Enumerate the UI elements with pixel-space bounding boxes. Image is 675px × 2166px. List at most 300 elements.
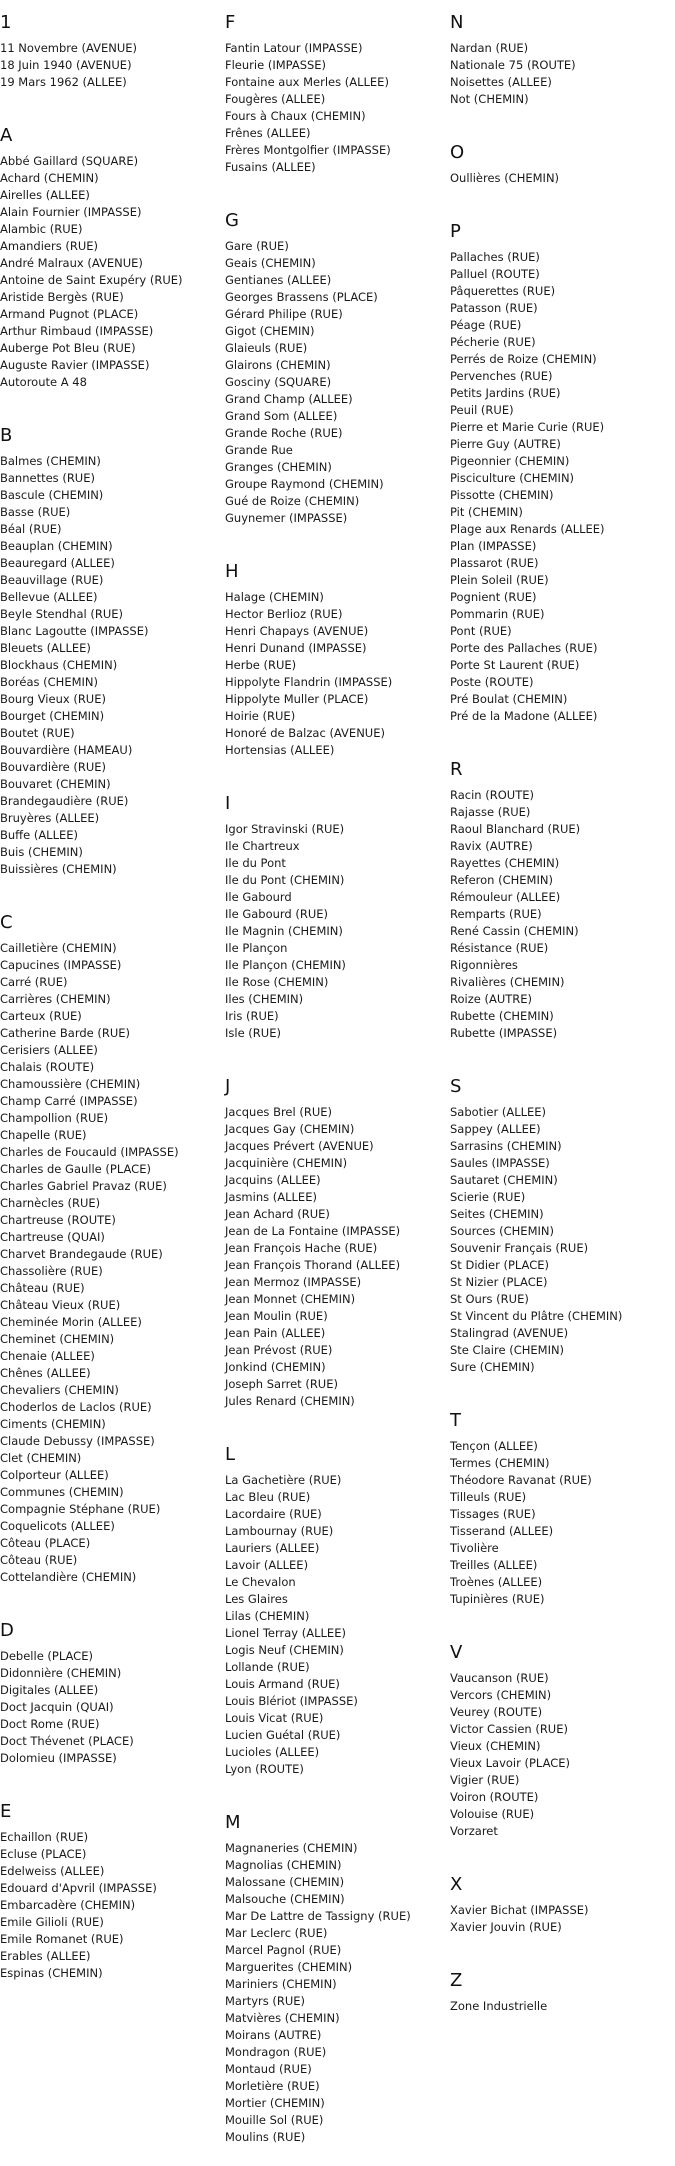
street-name: Brandegaudière (RUE) [0, 794, 129, 808]
street-name: Pré Boulat (CHEMIN) [450, 692, 568, 706]
street-name: Saules (IMPASSE) [450, 1156, 550, 1170]
street-name: Beauvillage (RUE) [0, 573, 104, 587]
street-name: Autoroute A 48 [0, 375, 87, 389]
street-name: 11 Novembre (AVENUE) [0, 41, 138, 55]
letter-section [0, 12, 228, 111]
street-name: Fours à Chaux (CHEMIN) [225, 109, 366, 123]
street-list [225, 1472, 453, 1778]
street-name: Tivolière [450, 1541, 499, 1555]
street-name: Ile du Pont [225, 856, 286, 870]
street-name: Edouard d'Apvril (IMPASSE) [0, 1881, 157, 1895]
street-name: 18 Juin 1940 (AVENUE) [0, 58, 132, 72]
street-name: Jean Mermoz (IMPASSE) [225, 1275, 362, 1289]
street-name: Gare (RUE) [225, 239, 289, 253]
street-list [0, 940, 228, 1586]
street-list [450, 1438, 675, 1608]
street-name: Bouvardière (HAMEAU) [0, 743, 133, 757]
street-name: Palluel (ROUTE) [450, 267, 540, 281]
street-name: Oullières (CHEMIN) [450, 171, 560, 185]
street-list [225, 1840, 453, 2146]
street-name: Cheminée Morin (ALLEE) [0, 1315, 142, 1329]
street-name: Sabotier (ALLEE) [450, 1105, 547, 1119]
street-name: Buis (CHEMIN) [0, 845, 83, 859]
street-name: Sautaret (CHEMIN) [450, 1173, 558, 1187]
street-name: Magnolias (CHEMIN) [225, 1858, 342, 1872]
section-letter-heading: T [450, 1410, 461, 1431]
street-name: Fougères (ALLEE) [225, 92, 326, 106]
street-list [450, 170, 675, 187]
street-name: Bourget (CHEMIN) [0, 709, 105, 723]
street-name: Ile Rose (CHEMIN) [225, 975, 329, 989]
letter-section [225, 1076, 453, 1430]
street-name: Nationale 75 (ROUTE) [450, 58, 576, 72]
street-name: Fontaine aux Merles (ALLEE) [225, 75, 389, 89]
street-name: Zone Industrielle [450, 1999, 548, 2013]
street-name: Vieux Lavoir (PLACE) [450, 1756, 571, 1770]
street-name: Moulins (RUE) [225, 2130, 306, 2144]
street-name: Rubette (IMPASSE) [450, 1026, 558, 1040]
section-letter-heading: L [225, 1444, 236, 1465]
street-name: Referon (CHEMIN) [450, 873, 553, 887]
street-name: Plan (IMPASSE) [450, 539, 537, 553]
street-name: Stalingrad (AVENUE) [450, 1326, 569, 1340]
street-name: Mariniers (CHEMIN) [225, 1977, 337, 1991]
section-letter-heading: H [225, 561, 239, 582]
street-name: Jean Monnet (CHEMIN) [225, 1292, 356, 1306]
street-name: Not (CHEMIN) [450, 92, 529, 106]
letter-section [450, 1970, 675, 2035]
street-name: Charles de Foucauld (IMPASSE) [0, 1145, 179, 1159]
street-name: St Vincent du Plâtre (CHEMIN) [450, 1309, 623, 1323]
street-name: St Ours (RUE) [450, 1292, 529, 1306]
street-name: Jean Achard (RUE) [225, 1207, 330, 1221]
street-name: La Gachetière (RUE) [225, 1473, 342, 1487]
street-name: Sure (CHEMIN) [450, 1360, 535, 1374]
section-letter-heading: C [0, 912, 13, 933]
street-name: Gué de Roize (CHEMIN) [225, 494, 360, 508]
street-name: Granges (CHEMIN) [225, 460, 332, 474]
street-name: Pisciculture (CHEMIN) [450, 471, 575, 485]
street-name: Balmes (CHEMIN) [0, 454, 101, 468]
street-name: Herbe (RUE) [225, 658, 297, 672]
street-name: Hippolyte Flandrin (IMPASSE) [225, 675, 393, 689]
street-list [225, 821, 453, 1042]
street-name: Voiron (ROUTE) [450, 1790, 539, 1804]
street-name: Côteau (PLACE) [0, 1536, 91, 1550]
street-name: Cheminet (CHEMIN) [0, 1332, 115, 1346]
street-name: Joseph Sarret (RUE) [225, 1377, 338, 1391]
street-name: Patasson (RUE) [450, 301, 538, 315]
street-name: Pallaches (RUE) [450, 250, 540, 264]
street-name: Gosciny (SQUARE) [225, 375, 332, 389]
street-name: Blockhaus (CHEMIN) [0, 658, 118, 672]
street-name: Rivalières (CHEMIN) [450, 975, 565, 989]
street-name: Debelle (PLACE) [0, 1649, 93, 1663]
street-name: Martyrs (RUE) [225, 1994, 306, 2008]
street-name: Pâquerettes (RUE) [450, 284, 556, 298]
street-name: Doct Rome (RUE) [0, 1717, 100, 1731]
street-name: Antoine de Saint Exupéry (RUE) [0, 273, 183, 287]
street-name: Sarrasins (CHEMIN) [450, 1139, 562, 1153]
street-name: Guynemer (IMPASSE) [225, 511, 348, 525]
street-name: Charvet Brandegaude (RUE) [0, 1247, 163, 1261]
street-name: Lollande (RUE) [225, 1660, 310, 1674]
street-name: Souvenir Français (RUE) [450, 1241, 589, 1255]
street-name: Pervenches (RUE) [450, 369, 553, 383]
street-name: Fantin Latour (IMPASSE) [225, 41, 363, 55]
letter-section [225, 210, 453, 547]
street-name: Cottelandière (CHEMIN) [0, 1570, 137, 1584]
section-letter-heading: N [450, 12, 464, 33]
street-name: Bourg Vieux (RUE) [0, 692, 106, 706]
street-name: Troènes (ALLEE) [450, 1575, 543, 1589]
street-name: Tençon (ALLEE) [450, 1439, 538, 1453]
street-list [0, 40, 228, 91]
street-name: Matvières (CHEMIN) [225, 2011, 340, 2025]
street-name: Colporteur (ALLEE) [0, 1468, 109, 1482]
street-name: Gigot (CHEMIN) [225, 324, 315, 338]
street-name: Achard (CHEMIN) [0, 171, 99, 185]
street-name: Poste (ROUTE) [450, 675, 534, 689]
street-name: Doct Jacquin (QUAI) [0, 1700, 114, 1714]
letter-section [225, 1812, 453, 2166]
section-letter-heading: M [225, 1812, 241, 1833]
street-name: Iris (RUE) [225, 1009, 279, 1023]
street-list [0, 153, 228, 391]
street-name: Tilleuls (RUE) [450, 1490, 527, 1504]
street-name: Hector Berlioz (RUE) [225, 607, 343, 621]
street-name: Jonkind (CHEMIN) [225, 1360, 326, 1374]
street-name: Louis Vicat (RUE) [225, 1711, 324, 1725]
street-name: Igor Stravinski (RUE) [225, 822, 345, 836]
street-name: Grande Rue [225, 443, 293, 457]
street-name: Doct Thévenet (PLACE) [0, 1734, 134, 1748]
street-name: Malsouche (CHEMIN) [225, 1892, 345, 1906]
street-name: Boutet (RUE) [0, 726, 75, 740]
street-name: St Didier (PLACE) [450, 1258, 550, 1272]
street-name: Carré (RUE) [0, 975, 68, 989]
street-name: Ile Plançon (CHEMIN) [225, 958, 346, 972]
street-name: Champ Carré (IMPASSE) [0, 1094, 138, 1108]
street-name: Tisserand (ALLEE) [450, 1524, 554, 1538]
section-letter-heading: J [225, 1076, 231, 1097]
section-letter-heading: I [225, 793, 231, 814]
street-name: Treilles (ALLEE) [450, 1558, 538, 1572]
street-name: Petits Jardins (RUE) [450, 386, 561, 400]
street-name: Frênes (ALLEE) [225, 126, 311, 140]
street-name: Vieux (CHEMIN) [450, 1739, 541, 1753]
street-name: Claude Debussy (IMPASSE) [0, 1434, 155, 1448]
letter-section [450, 142, 675, 207]
street-name: René Cassin (CHEMIN) [450, 924, 579, 938]
street-name: Capucines (IMPASSE) [0, 958, 122, 972]
street-name: Beauplan (CHEMIN) [0, 539, 113, 553]
street-name: Mar Leclerc (RUE) [225, 1926, 328, 1940]
street-name: Grande Roche (RUE) [225, 426, 343, 440]
street-name: Auberge Pot Bleu (RUE) [0, 341, 136, 355]
street-name: Jacques Brel (RUE) [225, 1105, 333, 1119]
street-name: Cailletière (CHEMIN) [0, 941, 117, 955]
street-name: Lac Bleu (RUE) [225, 1490, 311, 1504]
street-name: Rigonnières [450, 958, 518, 972]
street-name: Chamoussière (CHEMIN) [0, 1077, 141, 1091]
street-name: Aristide Bergès (RUE) [0, 290, 124, 304]
street-name: Termes (CHEMIN) [450, 1456, 550, 1470]
street-name: Jean François Thorand (ALLEE) [225, 1258, 401, 1272]
street-name: Moirans (AUTRE) [225, 2028, 322, 2042]
street-name: Iles (CHEMIN) [225, 992, 304, 1006]
street-name: 19 Mars 1962 (ALLEE) [0, 75, 127, 89]
section-letter-heading: V [450, 1642, 463, 1663]
street-name: Ile du Pont (CHEMIN) [225, 873, 345, 887]
street-name: Plein Soleil (RUE) [450, 573, 549, 587]
street-name: Lucien Guétal (RUE) [225, 1728, 341, 1742]
street-name: Carteux (RUE) [0, 1009, 82, 1023]
street-list [450, 1104, 675, 1376]
street-name: Péage (RUE) [450, 318, 522, 332]
section-letter-heading: F [225, 12, 236, 33]
street-name: Plage aux Renards (ALLEE) [450, 522, 605, 536]
letter-section [450, 1076, 675, 1396]
letter-section [450, 221, 675, 745]
street-name: Isle (RUE) [225, 1026, 281, 1040]
street-name: Bascule (CHEMIN) [0, 488, 104, 502]
street-name: Louis Blériot (IMPASSE) [225, 1694, 358, 1708]
street-name: Vaucanson (RUE) [450, 1671, 549, 1685]
street-name: Jean Moulin (RUE) [225, 1309, 328, 1323]
street-name: Communes (CHEMIN) [0, 1485, 124, 1499]
street-list [225, 1104, 453, 1410]
street-name: Chapelle (RUE) [0, 1128, 87, 1142]
street-name: Bleuets (ALLEE) [0, 641, 91, 655]
street-name: Alain Fournier (IMPASSE) [0, 205, 142, 219]
section-letter-heading: A [0, 125, 13, 146]
street-name: Pit (CHEMIN) [450, 505, 523, 519]
street-name: Fleurie (IMPASSE) [225, 58, 327, 72]
street-name: Remparts (RUE) [450, 907, 542, 921]
street-name: Echaillon (RUE) [0, 1830, 89, 1844]
street-name: Tissages (RUE) [450, 1507, 536, 1521]
street-name: Béal (RUE) [0, 522, 62, 536]
section-letter-heading: Z [450, 1970, 463, 1991]
street-name: Alambic (RUE) [0, 222, 83, 236]
street-name: Jean Prévost (RUE) [225, 1343, 333, 1357]
street-name: Sappey (ALLEE) [450, 1122, 541, 1136]
street-name: Pierre Guy (AUTRE) [450, 437, 561, 451]
street-name: Lucioles (ALLEE) [225, 1745, 320, 1759]
street-name: Compagnie Stéphane (RUE) [0, 1502, 161, 1516]
street-name: Chalais (ROUTE) [0, 1060, 95, 1074]
street-name: Pognient (RUE) [450, 590, 537, 604]
street-name: Pigeonnier (CHEMIN) [450, 454, 570, 468]
street-name: Nardan (RUE) [450, 41, 529, 55]
street-name: Rémouleur (ALLEE) [450, 890, 561, 904]
street-name: Champollion (RUE) [0, 1111, 109, 1125]
street-name: Victor Cassien (RUE) [450, 1722, 568, 1736]
street-name: Résistance (RUE) [450, 941, 549, 955]
street-name: Frères Montgolfier (IMPASSE) [225, 143, 391, 157]
street-name: St Nizier (PLACE) [450, 1275, 548, 1289]
street-name: Grand Som (ALLEE) [225, 409, 338, 423]
street-name: Fusains (ALLEE) [225, 160, 316, 174]
street-name: Hippolyte Muller (PLACE) [225, 692, 369, 706]
street-name: Sources (CHEMIN) [450, 1224, 554, 1238]
street-name: Château (RUE) [0, 1281, 85, 1295]
street-name: Tupinières (RUE) [450, 1592, 545, 1606]
street-name: Jules Renard (CHEMIN) [225, 1394, 355, 1408]
street-name: Jacques Gay (CHEMIN) [225, 1122, 355, 1136]
street-name: Lilas (CHEMIN) [225, 1609, 310, 1623]
street-list [0, 1648, 228, 1767]
street-name: Chenaie (ALLEE) [0, 1349, 95, 1363]
street-name: Plassarot (RUE) [450, 556, 539, 570]
letter-section [0, 1801, 228, 2002]
letter-section [0, 125, 228, 411]
letter-section [225, 12, 453, 196]
street-list [225, 238, 453, 527]
street-name: Digitales (ALLEE) [0, 1683, 99, 1697]
street-name: Ile Magnin (CHEMIN) [225, 924, 343, 938]
street-list [450, 787, 675, 1042]
street-name: Vorzaret [450, 1824, 498, 1838]
street-name: Edelweiss (ALLEE) [0, 1864, 105, 1878]
street-name: Magnaneries (CHEMIN) [225, 1841, 358, 1855]
street-name: Choderlos de Laclos (RUE) [0, 1400, 152, 1414]
street-name: André Malraux (AVENUE) [0, 256, 143, 270]
street-name: Glaieuls (RUE) [225, 341, 308, 355]
street-name: Mar De Lattre de Tassigny (RUE) [225, 1909, 411, 1923]
street-name: Mortier (CHEMIN) [225, 2096, 325, 2110]
street-name: Xavier Jouvin (RUE) [450, 1920, 562, 1934]
section-letter-heading: X [450, 1874, 463, 1895]
street-name: Bannettes (RUE) [0, 471, 95, 485]
street-name: Clet (CHEMIN) [0, 1451, 82, 1465]
street-name: Glairons (CHEMIN) [225, 358, 331, 372]
street-name: Les Glaires [225, 1592, 288, 1606]
street-name: Chênes (ALLEE) [0, 1366, 91, 1380]
street-name: Ecluse (PLACE) [0, 1847, 87, 1861]
street-name: Montaud (RUE) [225, 2062, 312, 2076]
street-name: Buffe (ALLEE) [0, 828, 79, 842]
letter-section [450, 1642, 675, 1860]
street-name: Ste Claire (CHEMIN) [450, 1343, 565, 1357]
street-name: Marcel Pagnol (RUE) [225, 1943, 342, 1957]
street-name: Chartreuse (QUAI) [0, 1230, 105, 1244]
street-name: Porte des Pallaches (RUE) [450, 641, 598, 655]
section-letter-heading: E [0, 1801, 12, 1822]
street-name: Jean de La Fontaine (IMPASSE) [225, 1224, 401, 1238]
street-name: Lacordaire (RUE) [225, 1507, 322, 1521]
letter-section [0, 425, 228, 898]
street-name: Théodore Ravanat (RUE) [450, 1473, 592, 1487]
letter-section [0, 1620, 228, 1787]
letter-section [225, 561, 453, 779]
street-name: Emile Gilioli (RUE) [0, 1915, 104, 1929]
street-name: Gentianes (ALLEE) [225, 273, 332, 287]
street-name: Beauregard (ALLEE) [0, 556, 115, 570]
street-name: Amandiers (RUE) [0, 239, 98, 253]
street-name: Seites (CHEMIN) [450, 1207, 544, 1221]
letter-section [450, 759, 675, 1062]
street-name: Basse (RUE) [0, 505, 71, 519]
street-name: Pré de la Madone (ALLEE) [450, 709, 598, 723]
street-name: Groupe Raymond (CHEMIN) [225, 477, 384, 491]
street-name: Coquelicots (ALLEE) [0, 1519, 115, 1533]
street-list [0, 1829, 228, 1982]
street-name: Morletière (RUE) [225, 2079, 320, 2093]
street-name: Lyon (ROUTE) [225, 1762, 304, 1776]
street-name: Hortensias (ALLEE) [225, 743, 335, 757]
street-name: Emile Romanet (RUE) [0, 1932, 124, 1946]
street-list [0, 453, 228, 878]
street-name: Chassolière (RUE) [0, 1264, 103, 1278]
section-letter-heading: R [450, 759, 463, 780]
street-list [225, 40, 453, 176]
letter-section [225, 1444, 453, 1798]
street-name: Rajasse (RUE) [450, 805, 531, 819]
street-name: Porte St Laurent (RUE) [450, 658, 580, 672]
section-letter-heading: G [225, 210, 239, 231]
letter-section [0, 912, 228, 1606]
street-list [450, 1902, 675, 1936]
street-name: Mouille Sol (RUE) [225, 2113, 324, 2127]
street-name: Jean François Hache (RUE) [225, 1241, 378, 1255]
street-name: Charnècles (RUE) [0, 1196, 101, 1210]
street-name: Rubette (CHEMIN) [450, 1009, 554, 1023]
street-name: Didonnière (CHEMIN) [0, 1666, 122, 1680]
street-name: Cerisiers (ALLEE) [0, 1043, 98, 1057]
street-name: Grand Champ (ALLEE) [225, 392, 353, 406]
street-name: Catherine Barde (RUE) [0, 1026, 131, 1040]
letter-section [225, 793, 453, 1062]
street-name: Buissières (CHEMIN) [0, 862, 117, 876]
street-list [450, 40, 675, 108]
street-name: Ile Chartreux [225, 839, 300, 853]
street-list [450, 249, 675, 725]
section-letter-heading: S [450, 1076, 462, 1097]
street-name: Chartreuse (ROUTE) [0, 1213, 116, 1227]
street-name: Halage (CHEMIN) [225, 590, 324, 604]
street-name: Veurey (ROUTE) [450, 1705, 543, 1719]
street-name: Malossane (CHEMIN) [225, 1875, 345, 1889]
street-name: Bruyères (ALLEE) [0, 811, 100, 825]
street-name: Hoirie (RUE) [225, 709, 296, 723]
street-list [450, 1670, 675, 1840]
street-name: Ile Gabourd [225, 890, 292, 904]
street-name: Jasmins (ALLEE) [225, 1190, 317, 1204]
street-name: Côteau (RUE) [0, 1553, 78, 1567]
street-name: Xavier Bichat (IMPASSE) [450, 1903, 589, 1917]
street-name: Dolomieu (IMPASSE) [0, 1751, 117, 1765]
street-name: Marguerites (CHEMIN) [225, 1960, 353, 1974]
street-name: Jacques Prévert (AVENUE) [225, 1139, 374, 1153]
street-name: Airelles (ALLEE) [0, 188, 90, 202]
street-name: Charles de Gaulle (PLACE) [0, 1162, 151, 1176]
street-name: Honoré de Balzac (AVENUE) [225, 726, 385, 740]
letter-section [450, 1410, 675, 1628]
street-name: Jean Pain (ALLEE) [225, 1326, 326, 1340]
street-name: Pécherie (RUE) [450, 335, 536, 349]
street-name: Peuil (RUE) [450, 403, 514, 417]
street-name: Henri Chapays (AVENUE) [225, 624, 369, 638]
street-index-column-3 [450, 0, 675, 2035]
street-list [450, 1998, 675, 2015]
street-name: Georges Brassens (PLACE) [225, 290, 378, 304]
street-name: Erables (ALLEE) [0, 1949, 91, 1963]
section-letter-heading: 1 [0, 12, 12, 33]
street-index-column-1 [0, 0, 228, 2002]
street-name: Carrières (CHEMIN) [0, 992, 111, 1006]
